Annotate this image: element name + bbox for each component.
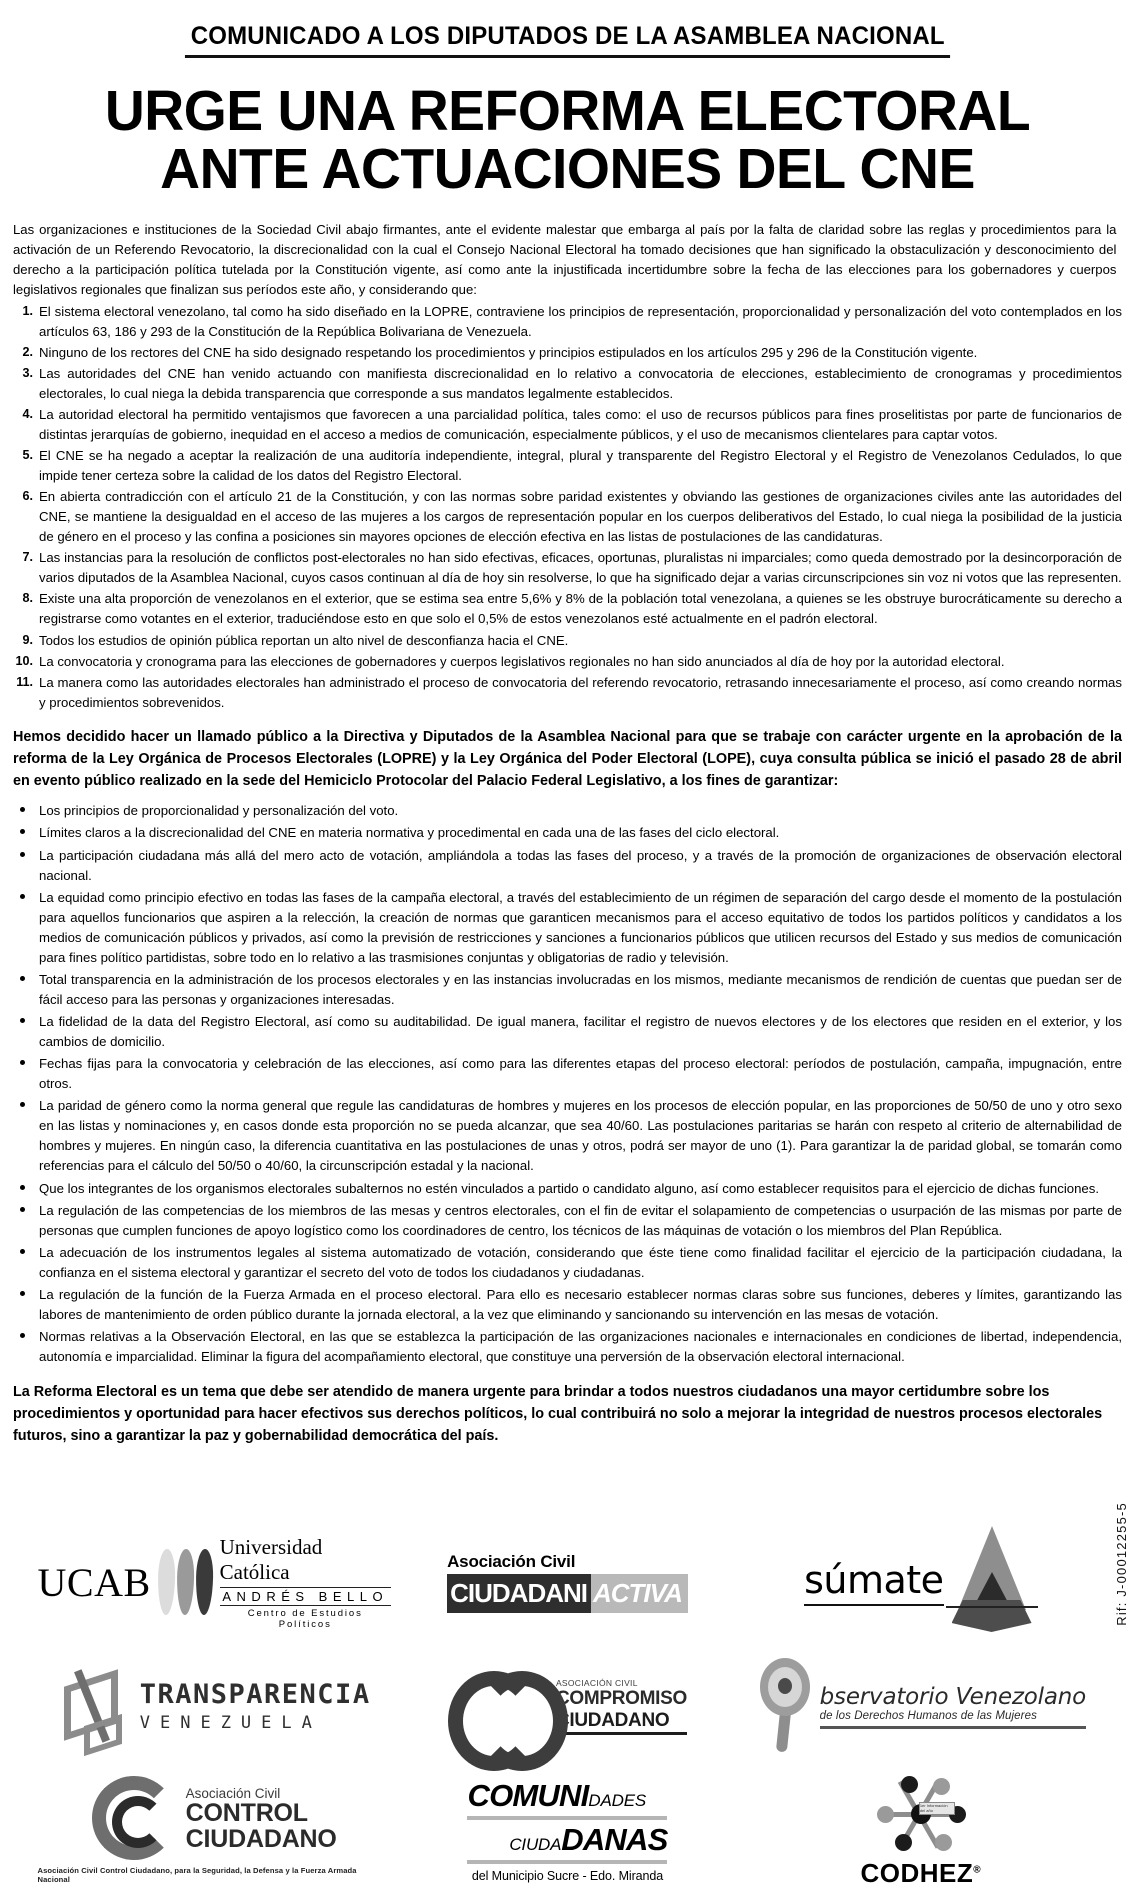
- list-item: [13, 673, 1122, 713]
- guarantees-list: [13, 801, 1122, 1367]
- list-item: [13, 589, 1122, 629]
- logo-compromiso-ciudadano: [391, 1646, 744, 1766]
- list-item-number: 11.: [16, 674, 33, 689]
- ciudadania-activa-top: Asociación Civil: [447, 1551, 576, 1571]
- logo-comunidades-ciudadanas: [391, 1766, 744, 1894]
- list-item-number: 3.: [22, 365, 33, 380]
- control-top: Asociación Civil: [185, 1786, 281, 1801]
- bullet-icon: [20, 852, 25, 857]
- list-item: [13, 1243, 1122, 1283]
- comunidades-big-2: DANAS: [561, 1821, 668, 1857]
- list-item-number: 7.: [22, 550, 33, 565]
- pyramid-icon: [946, 1526, 1038, 1638]
- list-item-text: La paridad de género como la norma general que regule las candidaturas de hombres y mujeres en los procesos de elección popular, en las proporciones de 50/50 de uno y otro sexo en las listas y nominaciones y, en casos donde esta proporción no se pueda alcanzar, que sea 40/60. Las postulaciones paritarias se harán con respeto al criterio de alternabilidad de hombres y mujeres. En ningún caso, la diferencia cuantitativa en las postulaciones de unas y otros, podrá ser mayor de uno (1). Para garantizar la de paridad global, se tomarán como referencias para el cálculo del 50/50 o 40/60, la circunscripción estadal y la nacional.: [39, 1098, 1122, 1174]
- signatory-logos: [0, 1518, 1135, 1900]
- ucab-line-3: Centro de Estudios Políticos: [247, 1607, 363, 1630]
- logo-row-3: [38, 1766, 1098, 1894]
- list-item-number: 9.: [22, 632, 33, 647]
- list-item-text: En abierta contradicción con el artículo 21 de la Constitución, y con las normas sobre paridad existentes y obviando las gestiones de organizaciones civiles ante las autoridades del CNE, se mantiene la desigualdad en el acceso de las mujeres a los cargos de representación popular en los cuerpos deliberativos del Estado, lo cual niega la posibilidad de la justicia de género en el proceso y las confina a posiciones sin mayores opciones de elección efectiva en las listas de postulaciones de las candidaturas.: [39, 489, 1122, 545]
- list-item-text: Que los integrantes de los organismos electorales subalternos no estén vinculados a partido o candidato alguno, así como establecer requisitos para el ejercicio de dichas funciones.: [39, 1180, 1100, 1196]
- list-item-text: Ninguno de los rectores del CNE ha sido designado respetando los procedimientos y principios estipulados en los artículos 295 y 296 de la Constitución vigente.: [39, 344, 978, 360]
- list-item: [13, 631, 1122, 651]
- list-item-text: El CNE se ha negado a aceptar la realización de una auditoría independiente, integral, plural y transparente del Registro Electoral y el Registro de Venezolanos Cedulados, lo que impide tener certeza sobre la calidad de los datos del Registro Electoral.: [39, 447, 1122, 483]
- ciudadania-activa-part-1: CIUDADANI: [447, 1574, 591, 1613]
- list-item-text: El sistema electoral venezolano, tal como ha sido diseñado en la LOPRE, contraviene los principios de representación, proporcionalidad y personalización del voto contemplados en los artículos 63, 186 y 293 de la Constitución de la República Bolivariana de Venezuela.: [39, 303, 1122, 339]
- observatorio-line-2: de los Derechos Humanos de las Mujeres: [820, 1710, 1086, 1729]
- divider: [467, 1860, 667, 1864]
- intro-paragraph: [13, 220, 1116, 300]
- list-item-number: 6.: [22, 489, 33, 504]
- compromiso-line-1: COMPROMISO: [555, 1687, 688, 1709]
- list-item: [13, 1096, 1122, 1176]
- list-item: [13, 446, 1122, 486]
- list-item: [13, 548, 1122, 588]
- list-item-text: Los principios de proporcionalidad y personalización del voto.: [39, 803, 399, 819]
- list-item-text: Total transparencia en la administración de los procesos electorales y en las instancias involucradas en los mismos, mediante mecanismos de rendición de cuentas que puedan ser de fácil acceso para las personas y organizaciones interesadas.: [39, 971, 1122, 1007]
- headline-line-2: ANTE ACTUACIONES DEL CNE: [160, 137, 975, 202]
- comunidades-big-1: COMUNI: [467, 1777, 589, 1813]
- bullet-icon: [20, 829, 25, 834]
- bullet-icon: [20, 1333, 25, 1338]
- bullet-icon: [20, 1018, 25, 1023]
- list-item: [13, 823, 1122, 843]
- bullet-icon: [20, 1102, 25, 1107]
- list-item-text: Fechas fijas para la convocatoria y celebración de las elecciones, así como para las diferentes etapas del proceso electoral: períodos de postulación, campaña, impugnación, entre otros.: [39, 1056, 1122, 1092]
- list-item-text: La convocatoria y cronograma para las elecciones de gobernadores y cuerpos legislativos regionales no han sido anunciados al día de hoy por la autoridad electoral.: [39, 653, 1005, 669]
- logo-sumate: [744, 1518, 1097, 1646]
- headline-line-1: URGE UNA REFORMA ELECTORAL: [104, 79, 1031, 143]
- list-item-number: 2.: [22, 344, 33, 359]
- bullet-icon: [20, 807, 25, 812]
- logo-codhez: [744, 1766, 1097, 1894]
- transparencia-line-2: VENEZUELA: [139, 1713, 322, 1733]
- ucab-line-1: Universidad Católica: [219, 1534, 323, 1584]
- page-title: [17, 79, 1118, 202]
- list-item-text: La fidelidad de la data del Registro Electoral, así como su auditabilidad. De igual manera, facilitar el registro de nuevos electores y de los electores que residen en el exterior, y los cambios de domicilio.: [39, 1014, 1122, 1050]
- list-item-text: La equidad como principio efectivo en todas las fases de la campaña electoral, a través del establecimiento de un régimen de separación del cargo desde el momento de la postulación para aquellos funcionarios que aspiren a la relección, la creación de normas que garanticen mecanismos para el acceso equitativo de todos los partidos políticos y candidatos a los medios de comunicación públicos y privados, así como la previsión de restricciones y sanciones a funcionarios públicos que utilicen recursos del Estado y sus medios de comunicación para fines político partidistas, sobre todo en lo relativo a las trasmisiones conjuntas y obligatorias de radio y televisión.: [39, 889, 1122, 965]
- ucab-leaves-icon: [158, 1549, 213, 1615]
- ciudadania-activa-part-2: ACTIVA: [591, 1574, 688, 1613]
- list-item: [13, 888, 1122, 968]
- list-item-number: 8.: [22, 591, 33, 606]
- list-item-number: 5.: [22, 447, 33, 462]
- double-c-icon: [448, 1671, 548, 1741]
- logo-ciudadania-activa: [391, 1518, 744, 1646]
- list-item-text: Las instancias para la resolución de conflictos post-electorales no han sido efectivas, eficaces, oportunas, pluralistas ni imparciales; como queda demostrado por la desincorporación de varios diputados de la Asamblea Nacional, cuyos casos continuan al día de hoy sin resolverse, lo que ha significado dejar a varias circunscripciones sin voz ni votos que las representen.: [39, 550, 1122, 586]
- control-footnote: Asociación Civil Control Ciudadano, para la Seguridad, la Defensa y la Fuerza Armada Nacional: [37, 1866, 357, 1884]
- rif-number: Rif: J-00012255-5: [1114, 1502, 1129, 1626]
- bullet-icon: [20, 1060, 25, 1065]
- list-item-text: La adecuación de los instrumentos legales al sistema automatizado de votación, considerando que éste tiene como finalidad facilitar el ejercicio de la participación ciudadana, la confianza en el sistema electoral y garantizar el secreto del voto de todos los ciudadanos y ciudadanas.: [39, 1244, 1122, 1280]
- list-item: [13, 846, 1122, 886]
- list-item-text: La autoridad electoral ha permitido ventajismos que favorecen a una parcialidad política, tales como: el uso de recursos públicos para fines proselitistas por parte de funcionarios de distintas jerarquías de gobierno, inequidad en el acceso a medios de comunicación, especialmente públicos, y el uso de mecanismos clientelares para captar votos.: [39, 406, 1122, 442]
- codhez-word-text: CODHEZ: [860, 1857, 974, 1888]
- list-item-text: La manera como las autoridades electorales han administrado el proceso de convocatoria del referendo revocatorio, retrasando innecesariamente el proceso, así como creando normas y procedimientos sobrevenidos.: [39, 674, 1122, 710]
- list-item: [13, 343, 1122, 363]
- bullet-icon: [20, 1291, 25, 1296]
- ucab-line-2: ANDRÉS BELLO: [220, 1587, 391, 1606]
- bullet-icon: [20, 894, 25, 899]
- logo-row-2: [38, 1646, 1098, 1766]
- list-item: [13, 487, 1122, 547]
- document-body: [0, 220, 1135, 1448]
- list-item: [13, 1012, 1122, 1052]
- bullet-icon: [20, 976, 25, 981]
- list-item: [13, 1201, 1122, 1241]
- bullet-icon: [20, 1207, 25, 1212]
- list-item-text: La regulación de la función de la Fuerza Armada en el proceso electoral. Para ello es necesario establecer normas claras sobre sus funciones, deberes y límites, garantizando las labores de mantenimiento de orden público durante la jornada electoral, a la vez que eliminando y sancionando su intervención en las mesas de votación.: [39, 1286, 1122, 1322]
- mirror-eye-icon: [756, 1658, 818, 1754]
- control-line-2: CIUDADANO: [185, 1824, 337, 1853]
- network-star-icon: [875, 1772, 967, 1856]
- list-item-number: 4.: [22, 406, 33, 421]
- sumate-wordmark: súmate: [804, 1558, 943, 1606]
- comunidades-small-1: DADES: [588, 1790, 646, 1810]
- list-item: [13, 1054, 1122, 1094]
- comunidades-footnote: del Municipio Sucre - Edo. Miranda: [471, 1868, 664, 1883]
- logo-ucab: [38, 1518, 391, 1646]
- list-item-text: Las autoridades del CNE han venido actuando con manifiesta discrecionalidad en lo relativo a convocatoria de elecciones, establecimiento de cronogramas y procedimientos electorales, lo cual niega la debida transparencia que corresponde a sus mandatos legalmente establecidos.: [39, 365, 1122, 401]
- list-item: [13, 1179, 1122, 1199]
- observatorio-line-1: bservatorio Venezolano: [819, 1683, 1086, 1710]
- list-item: [13, 364, 1122, 404]
- list-item: [13, 405, 1122, 445]
- transparencia-mark-icon: [58, 1666, 130, 1746]
- logo-observatorio-venezolano: [744, 1646, 1097, 1766]
- compromiso-top: ASOCIACIÓN CIVIL: [555, 1677, 638, 1688]
- codhez-wordmark: [860, 1858, 981, 1889]
- list-item: [13, 652, 1122, 672]
- bullet-icon: [20, 1185, 25, 1190]
- kicker-text: COMUNICADO A LOS DIPUTADOS DE LA ASAMBLEA NACIONAL: [185, 22, 951, 58]
- list-item-text: Límites claros a la discrecionalidad del CNE en materia normativa y procedimental en cada una de las fases del ciclo electoral.: [39, 825, 780, 841]
- registered-icon: ®: [973, 1863, 982, 1875]
- list-item: [13, 1327, 1122, 1367]
- logo-control-ciudadano: [38, 1766, 391, 1894]
- list-item: [13, 970, 1122, 1010]
- codhez-mark-label: 1er Información del año: [919, 1802, 955, 1815]
- list-item-number: 10.: [15, 653, 33, 668]
- list-item-number: 1.: [22, 303, 33, 318]
- list-item: [13, 302, 1122, 342]
- logo-transparencia-venezuela: [38, 1646, 391, 1766]
- comunidades-small-2: CIUDA: [509, 1834, 562, 1854]
- compromiso-line-2: CIUDADANO: [556, 1710, 687, 1735]
- ucab-acronym: UCAB: [37, 1559, 151, 1605]
- control-line-1: CONTROL: [185, 1799, 308, 1827]
- reasons-list: [13, 302, 1122, 713]
- bullet-icon: [20, 1249, 25, 1254]
- kicker-banner: [0, 0, 1135, 58]
- intro-text: Las organizaciones e instituciones de la Sociedad Civil abajo firmantes, ante el evidente malestar que embarga al país por la falta de claridad sobre las reglas y procedimientos para la activación de un Referendo Revocatorio, la discrecionalidad con la cual el Consejo Nacional Electoral ha tomado decisiones que han significado la obstaculización y desconocimiento del derecho a la participación política tutelada por la Constitución vigente, así como ante la injustificada incertidumbre sobre la fecha de las elecciones para los gobernadores y cuerpos legislativos regionales que finalizan sus períodos este año, y considerando que:: [13, 222, 1117, 298]
- closing-paragraph: La Reforma Electoral es un tema que debe ser atendido de manera urgente para brindar a todos nuestros ciudadanos una mayor certidumbre sobre los procedimientos y oportunidad para hacer efectivos sus derechos políticos, lo cual contribuirá no solo a mejorar la integridad de nuestros procesos electorales futuros, sino a garantizar la paz y gobernabilidad democrática del país.: [13, 1384, 1103, 1444]
- logo-row-1: [38, 1518, 1098, 1646]
- list-item-text: Normas relativas a la Observación Electoral, en las que se establezca la participación de las organizaciones nacionales e internacionales en condiciones de libertad, independencia, autonomía e imparcialidad. Eliminar la figura del acompañamiento electoral, que constituye una perversión de la observación electoral internacional.: [39, 1328, 1122, 1365]
- list-item-text: Existe una alta proporción de venezolanos en el exterior, que se estima sea entre 5,6% y 8% de la población total venezolana, a quienes se les obstruye burocráticamente su derecho a registrarse como votantes en el exterior, traduciéndose esto en que solo el 0,5% de estos venezolanos esté actualmente en el padrón electoral.: [39, 591, 1122, 627]
- divider: [467, 1816, 667, 1820]
- list-item-text: Todos los estudios de opinión pública reportan un alto nivel de desconfianza hacia el CNE.: [39, 632, 569, 648]
- list-item: [13, 1285, 1122, 1325]
- callout-paragraph: Hemos decidido hacer un llamado público a la Directiva y Diputados de la Asamblea Nacional para que se trabaje con carácter urgente en la aprobación de la reforma de la Ley Orgánica de Procesos Electorales (LOPRE) y la Ley Orgánica del Poder Electoral (LOPE), cuya consulta pública se inició el pasado 28 de abril en evento público realizado en la sede del Hemiciclo Protocolar del Palacio Federal Legislativo, a los fines de garantizar:: [13, 728, 1122, 789]
- list-item-text: La participación ciudadana más allá del mero acto de votación, ampliándola a todas las fases del proceso, y a través de la promoción de organizaciones de observación electoral nacional.: [39, 847, 1122, 883]
- list-item: [13, 801, 1122, 821]
- double-ring-c-icon: [92, 1776, 178, 1862]
- list-item-text: La regulación de las competencias de los miembros de las mesas y centros electorales, con el fin de evitar el solapamiento de competencias o usurpación de las mismas por parte de personas que cumplen funciones de apoyo logístico como los coordinadores de centro, los técnicos de las máquinas de votación o los miembros del Plan República.: [39, 1202, 1122, 1238]
- transparencia-line-1: TRANSPARENCIA: [139, 1679, 371, 1710]
